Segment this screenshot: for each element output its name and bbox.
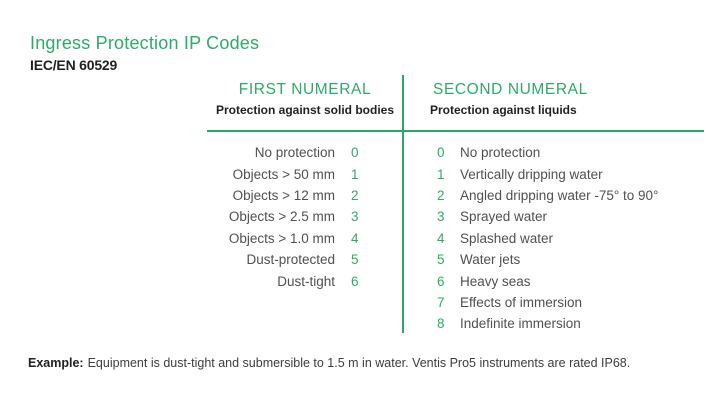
second-numeral-heading: SECOND NUMERAL xyxy=(433,81,588,98)
first-numeral-subheading: Protection against solid bodies xyxy=(215,103,395,117)
ip-code-digit: 4 xyxy=(351,230,359,246)
protection-label: Effects of immersion xyxy=(460,294,583,310)
vertical-divider xyxy=(402,75,404,333)
table-row xyxy=(437,313,707,334)
protection-label: Objects > 12 mm xyxy=(232,187,335,203)
table-row xyxy=(437,292,707,313)
table-row xyxy=(437,249,707,270)
ip-code-digit: 0 xyxy=(437,145,445,161)
table-row xyxy=(207,163,365,184)
table-row xyxy=(207,249,365,270)
page-title: Ingress Protection IP Codes xyxy=(30,33,260,53)
ip-code-digit: 1 xyxy=(351,166,359,182)
table-row xyxy=(437,228,707,249)
ip-code-digit: 2 xyxy=(351,187,359,203)
protection-label: Objects > 1.0 mm xyxy=(228,230,335,246)
ip-code-digit: 4 xyxy=(437,230,445,246)
ip-code-digit: 5 xyxy=(437,252,445,268)
first-numeral-table xyxy=(207,142,365,292)
horizontal-divider xyxy=(207,130,704,132)
ip-code-digit: 2 xyxy=(437,187,445,203)
protection-label: Objects > 2.5 mm xyxy=(228,209,335,225)
ip-code-digit: 1 xyxy=(437,166,445,182)
protection-label: Vertically dripping water xyxy=(460,166,603,182)
table-row xyxy=(437,185,707,206)
example-label: Example: xyxy=(28,356,84,370)
ip-code-digit: 7 xyxy=(437,294,445,310)
protection-label: Sprayed water xyxy=(460,209,548,225)
protection-label: Angled dripping water -75° to 90° xyxy=(460,187,659,203)
standard-reference: IEC/EN 60529 xyxy=(30,57,118,73)
table-row xyxy=(207,228,365,249)
table-row xyxy=(437,206,707,227)
table-row xyxy=(207,206,365,227)
first-numeral-heading: FIRST NUMERAL xyxy=(238,81,372,98)
table-row xyxy=(437,270,707,291)
protection-label: Splashed water xyxy=(460,230,554,246)
protection-label: Dust-tight xyxy=(277,273,335,289)
second-numeral-table xyxy=(437,142,707,335)
ip-code-digit: 8 xyxy=(437,316,445,332)
protection-label: No protection xyxy=(460,145,541,161)
ip-code-digit: 6 xyxy=(351,273,359,289)
ip-code-digit: 6 xyxy=(437,273,445,289)
table-row xyxy=(437,142,707,163)
ip-code-digit: 5 xyxy=(351,252,359,268)
example-text: Equipment is dust-tight and submersible to 1.5 m in water. Ventis Pro5 instruments are rated IP68. xyxy=(87,356,631,370)
example-note xyxy=(28,356,630,370)
protection-label: Dust-protected xyxy=(246,252,335,268)
protection-label: Water jets xyxy=(460,252,521,268)
protection-label: No protection xyxy=(254,145,335,161)
table-row xyxy=(437,163,707,184)
protection-label: Heavy seas xyxy=(460,273,531,289)
ip-code-digit: 3 xyxy=(437,209,445,225)
table-row xyxy=(207,270,365,291)
table-row xyxy=(207,185,365,206)
second-numeral-subheading: Protection against liquids xyxy=(430,103,577,117)
protection-label: Objects > 50 mm xyxy=(232,166,335,182)
ip-code-digit: 0 xyxy=(351,145,359,161)
ip-code-digit: 3 xyxy=(351,209,359,225)
table-row xyxy=(207,142,365,163)
protection-label: Indefinite immersion xyxy=(460,316,581,332)
